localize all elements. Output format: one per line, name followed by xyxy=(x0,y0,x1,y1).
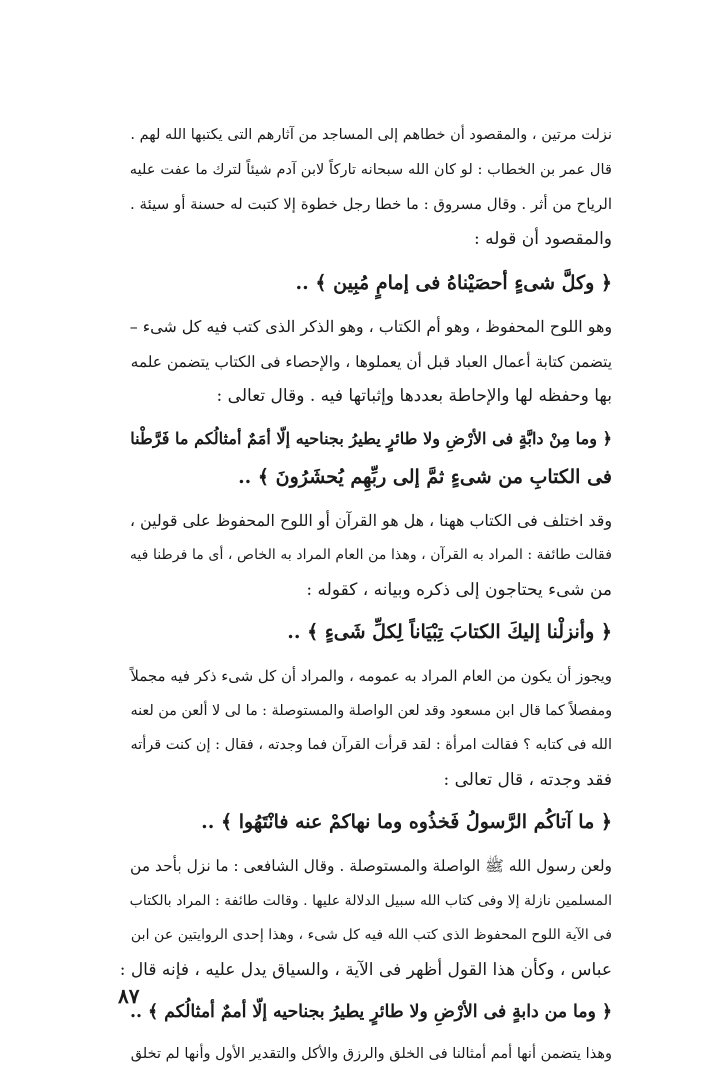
text-line: عباس ، وكأن هذا القول أظهر فى الآية ، والسياق يدل عليه ، فإنه قال : xyxy=(119,959,612,980)
paragraph xyxy=(120,504,612,608)
page-number: ٨٧ xyxy=(118,984,140,1008)
page-text xyxy=(120,118,612,1072)
quran-verse xyxy=(120,803,612,841)
text-line: من شىء يحتاجون إلى ذكره وبيانه ، كقوله : xyxy=(306,579,612,600)
text-line: الله فى كتابه ؟ فقالت امرأة : لقد قرأت القرآن فما وجدته ، فقال : إن كنت قرأته xyxy=(130,737,612,753)
verse-line: ﴿ وما مِنْ دابَّةٍ فى الأرْضِ ولا طائرٍ يطيرُ بجناحيه إلّا أمَمٌ أمثالُكم ما فَرَّطْنا xyxy=(130,428,612,448)
verse-line: ﴿ وأنزلْنا إليكَ الكتابَ تِبْيَاناً لِكلِّ شَىءٍ ﴾ .. xyxy=(287,621,612,643)
verse-line: ﴿ وكلَّ شىءٍ أحصَيْناهُ فى إمامٍ مُبِين ﴾ .. xyxy=(295,272,612,294)
paragraph xyxy=(120,1037,612,1072)
text-line: الرياح من أثر . وقال مسروق : ما خطا رجل خطوة إلا كتبت له حسنة أو سيئة . xyxy=(130,195,612,213)
text-line: قال عمر بن الخطاب : لو كان الله سبحانه تاركاً لابن آدم شيئاً لترك ما عفت عليه xyxy=(129,160,612,178)
text-line: وهذا يتضمن أنها أمم أمثالنا فى الخلق والرزق والأكل والتقدير الأول وأنها لم تخلق xyxy=(130,1046,612,1062)
quran-verse xyxy=(120,613,612,651)
paragraph xyxy=(120,659,612,797)
text-line: وقد اختلف فى الكتاب ههنا ، هل هو القرآن أو اللوح المحفوظ على قولين ، xyxy=(129,510,612,530)
text-line: يتضمن كتابة أعمال العباد قبل أن يعملوها ، والإحصاء فى الكتاب يتضمن علمه xyxy=(130,352,612,371)
text-line: المسلمين نازلة إلا وفى كتاب الله سبيل الدلالة عليها . وقالت طائفة : المراد بالكتاب xyxy=(129,892,612,909)
text-line: ومفصلاً كما قال ابن مسعود وقد لعن الواصلة والمستوصلة : ما لى لا ألعن من لعنه xyxy=(130,702,612,719)
paragraph xyxy=(120,118,612,256)
text-line: نزلت مرتين ، والمقصود أن خطاهم إلى المساجد من آثارهم التى يكتبها الله لهم . xyxy=(130,126,612,143)
verse-line: ﴿ ما آتاكُم الرَّسولُ فَخذُوه وما نهاكمْ عنه فانْتَهُوا ﴾ .. xyxy=(201,811,612,833)
text-line: فقد وجدته ، قال تعالى : xyxy=(443,769,612,790)
paragraph xyxy=(120,849,612,987)
text-line: والمقصود أن قوله : xyxy=(474,228,612,249)
text-line: بها وحفظه لها والإحاطة بعددها وإثباتها فيه . وقال تعالى : xyxy=(216,386,612,406)
text-line: فى الآية اللوح المحفوظ الذى كتب الله فيه كل شىء ، وهذا إحدى الروايتين عن ابن xyxy=(130,927,612,943)
text-line: ولعن رسول الله ﷺ الواصلة والمستوصلة . وقال الشافعى : ما نزل بأحد من xyxy=(130,857,612,875)
paragraph xyxy=(120,310,612,414)
quran-verse xyxy=(120,420,612,496)
verse-line: فى الكتابِ من شىءٍ ثمَّ إلى ربِّهِم يُحشَرُونَ ﴾ .. xyxy=(238,465,612,488)
quran-verse xyxy=(120,264,612,302)
text-line: وهو اللوح المحفوظ ، وهو أم الكتاب ، وهو الذكر الذى كتب فيه كل شىء – xyxy=(129,317,612,336)
quran-verse xyxy=(120,993,612,1031)
text-line: فقالت طائفة : المراد به القرآن ، وهذا من العام المراد به الخاص ، أى ما فرطنا فيه xyxy=(129,547,612,563)
text-line: ويجوز أن يكون من العام المراد به عمومه ، والمراد أن كل شىء ذكر فيه مجملاً xyxy=(130,667,612,685)
verse-line: ﴿ وما من دابةٍ فى الأرْضِ ولا طائرٍ يطيرُ بجناحيه إلّا أممٌ أمثالُكم ﴾ .. xyxy=(129,1002,612,1022)
